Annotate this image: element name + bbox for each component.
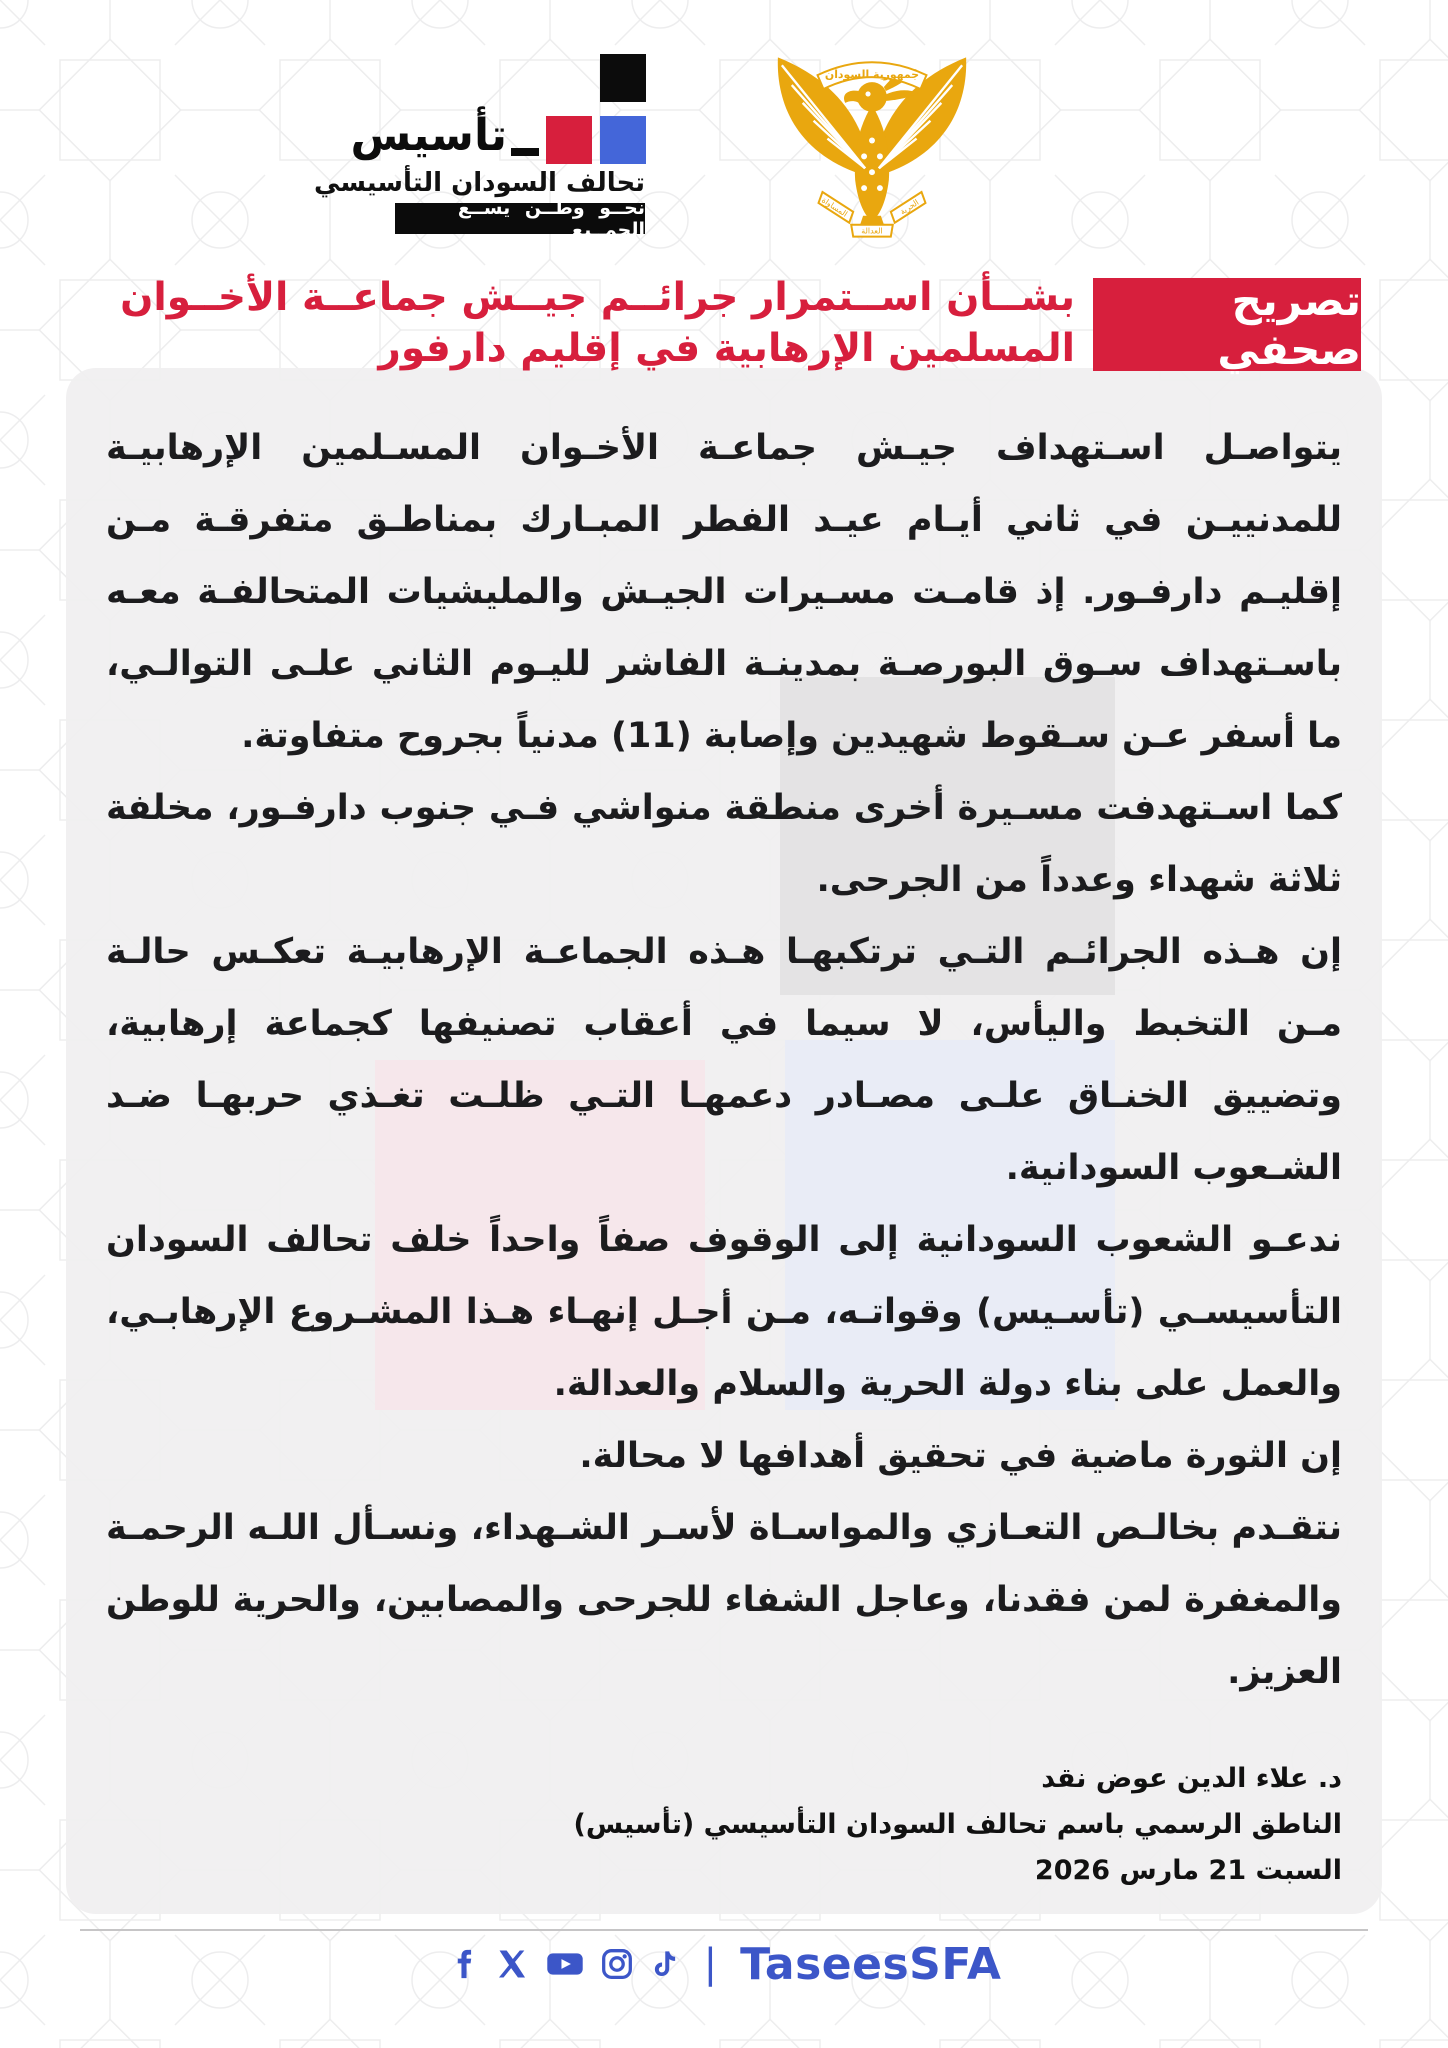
social-footer — [0, 1936, 1448, 1992]
footer-separator: | — [703, 1941, 718, 1987]
signature-date: السبت 21 مارس 2026 — [1034, 1855, 1342, 1886]
statement-title — [85, 272, 1075, 374]
body-paragraph: نتقـدم بخالـص التعـازي والمواسـاة لأسـر الشـهداء، ونسـأل اللـه الرحمـة والمغفرة لمن فقدنا، وعاجل الشفاء للجرحى والمصابين، والحرية للوطن العزيز. — [106, 1508, 1342, 1692]
body-paragraph: يتواصـل اسـتهداف جيـش جماعـة الأخـوان المسـلمين الإرهابيـة للمدنييـن في ثاني أيـام عيـد الفطر المبـارك بمناطـق متفرقـة مـن إقليـم دارفـور. إذ قامـت مسـيرات الجيـش والمليشيات المتحالفـة معـه باسـتهداف سـوق البورصـة بمدينـة الفاشر لليـوم الثاني علـى التوالـي، ما أسفر عـن سـقوط شهيدين وإصابة (11) مدنياً بجروح متفاوتة. — [106, 428, 1342, 756]
body-paragraph: كما اسـتهدفت مسـيرة أخرى منطقة منواشي فـي جنوب دارفـور، مخلفة ثلاثة شهداء وعدداً من الجرحى. — [106, 788, 1342, 900]
youtube-icon — [545, 1947, 585, 1981]
signature-name: د. علاء الدين عوض نقد — [1041, 1763, 1342, 1794]
org-tagline: نحــو وطــن يســع الجمــيع — [395, 203, 645, 234]
tiktok-icon — [649, 1947, 681, 1981]
body-paragraph: إن هـذه الجرائـم التـي ترتكبهـا هـذه الجماعـة الإرهابيـة تعكـس حالـة مـن التخبط واليأس، لا سيما في أعقاب تصنيفها كجماعة إرهابية، وتضييق الخنـاق علـى مصـادر دعمهـا التـي ظلـت تغـذي حربهـا ضـد الشـعوب السودانية. — [106, 932, 1342, 1188]
body-paragraph: إن الثورة ماضية في تحقيق أهدافها لا محالة. — [579, 1436, 1342, 1476]
emblem-ribbon-center-text: العدالة — [861, 226, 883, 236]
statement-title-line1: بشــأن اســتمرار جرائــم جيــش جماعــة الأخــوان — [120, 275, 1075, 320]
signature-role: الناطق الرسمي باسم تحالف السودان التأسيسي (تأسيس) — [573, 1809, 1342, 1840]
social-handle: TaseesSFA — [740, 1938, 1002, 1990]
emblem-ribbon-left-text: المساواة — [820, 195, 850, 219]
logo-red-square — [546, 116, 592, 164]
body-paragraph: ندعـو الشعوب السودانية إلى الوقوف صفاً واحداً خلف تحالف السودان التأسيسـي (تأسـيس) وقواتـه، مـن أجـل إنهـاء هـذا المشـروع الإرهابـي، والعمل على بناء دولة الحرية والسلام والعدالة. — [106, 1220, 1342, 1404]
footer-divider — [80, 1929, 1368, 1931]
instagram-icon — [600, 1947, 634, 1981]
logo-dash-mark — [511, 148, 539, 156]
org-name: تحالف السودان التأسيسي — [314, 168, 645, 198]
statement-title-line2: المسلمين الإرهابية في إقليم دارفور — [378, 326, 1075, 371]
tasees-logo — [314, 46, 660, 241]
emblem-ribbon-right-text: الحرية — [898, 197, 921, 217]
logo-black-square — [600, 54, 646, 102]
sudan-eagle-emblem — [768, 44, 976, 240]
emblem-ribbon-text: جمهورية السودان — [824, 68, 920, 82]
statement-body-panel — [66, 368, 1382, 1914]
x-icon — [496, 1947, 530, 1981]
logo-blue-square — [600, 116, 646, 164]
signature-block — [106, 1756, 1342, 1894]
press-statement-badge: تصريح صحفي — [1093, 278, 1361, 371]
facebook-icon — [447, 1947, 481, 1981]
logo-wordmark: تأسيس — [350, 110, 507, 161]
